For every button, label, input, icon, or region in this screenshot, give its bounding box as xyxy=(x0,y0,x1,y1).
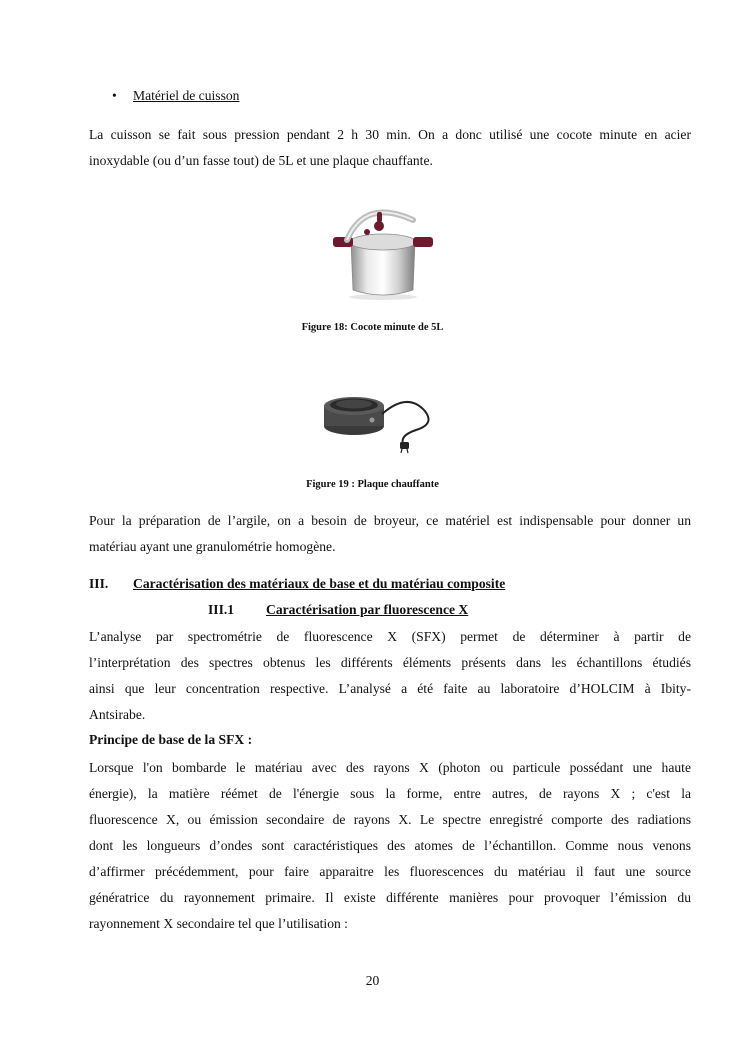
section-3-heading xyxy=(89,576,505,592)
paragraph-cooking xyxy=(89,122,691,174)
section-title: Caractérisation des matériaux de base et du matériau composite xyxy=(133,576,506,591)
text-line: fluorescence X, ou émission secondaire de rayons X. Le spectre enregistré comporte des radiations xyxy=(89,812,691,827)
text-line: dont les longueurs d’ondes sont caractéristiques des atomes de l’échantillon. Comme nous venons xyxy=(89,838,691,853)
text-line: l’interprétation des spectres obtenus les différents éléments présents dans les échantillons étudiés xyxy=(89,655,691,670)
section-title: Caractérisation par fluorescence X xyxy=(266,602,469,617)
bullet-heading: Matériel de cuisson xyxy=(133,88,240,103)
pressure-cooker-image xyxy=(325,190,440,302)
hot-plate-image xyxy=(312,364,440,456)
text-line: énergie), la matière réémet de l'énergie sous la forme, entre autres, de rayons X ; c'est la xyxy=(89,786,691,801)
text-line: ainsi que leur concentration respective. L’analysé a été faite au laboratoire d’HOLCIM à Ibity- xyxy=(89,681,691,696)
principle-heading: Principe de base de la SFX : xyxy=(89,732,253,747)
text-line: inoxydable (ou d’un fasse tout) de 5L et une plaque chauffante. xyxy=(89,153,433,168)
text-line: Antsirabe. xyxy=(89,707,146,722)
section-number: III. xyxy=(89,576,109,591)
text-line: génératrice du rayonnement primaire. Il existe différente manières pour provoquer l’émission du xyxy=(89,890,691,905)
page-number: 20 xyxy=(365,973,380,988)
text-line: La cuisson se fait sous pression pendant 2 h 30 min. On a donc utilisé une cocote minute en acier xyxy=(89,127,691,142)
figure-19-caption: Figure 19 : Plaque chauffante xyxy=(306,479,439,490)
text-line: rayonnement X secondaire tel que l’utilisation : xyxy=(89,916,348,931)
paragraph-sfx-intro xyxy=(89,624,691,728)
bullet-symbol: • xyxy=(112,88,117,103)
section-number: III.1 xyxy=(208,602,235,617)
text-line: matériau ayant une granulométrie homogène. xyxy=(89,539,336,554)
text-line: d’affirmer précédemment, pour faire apparaitre les fluorescences du matériau il faut une source xyxy=(89,864,691,879)
text-line: Lorsque l'on bombarde le matériau avec des rayons X (photon ou particule possédant une haute xyxy=(89,760,691,775)
section-3-1-heading xyxy=(208,602,468,618)
paragraph-clay xyxy=(89,508,691,560)
paragraph-sfx-principle xyxy=(89,755,691,937)
figure-18-caption: Figure 18: Cocote minute de 5L xyxy=(301,322,444,333)
text-line: Pour la préparation de l’argile, on a besoin de broyeur, ce matériel est indispensable pour donner un xyxy=(89,513,691,528)
text-line: L’analyse par spectrométrie de fluorescence X (SFX) permet de déterminer à partir de xyxy=(89,629,691,644)
